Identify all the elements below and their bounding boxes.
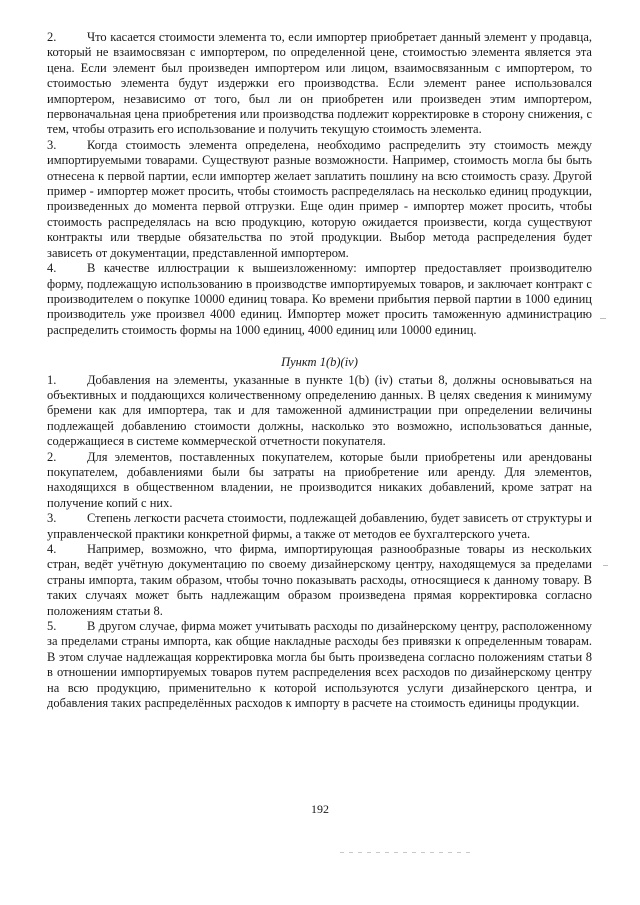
paragraph bbox=[47, 619, 592, 711]
paragraph-text: Степень легкости расчета стоимости, подлежащей добавлению, будет зависеть от структуры и управленческой практики конкретной фирмы, а также от методов ее бухгалтерского учета. bbox=[47, 511, 592, 541]
paragraph bbox=[47, 30, 592, 138]
paragraph-number: 2. bbox=[47, 449, 57, 464]
paragraph bbox=[47, 450, 592, 512]
paragraph-text: Добавления на элементы, указанные в пункте 1(b) (iv) статьи 8, должны основываться на объективных и поддающихся количественному определению данных. В целях сведения к минимуму бремени как для импортера, так и для таможенной администрации при определении величины подлежащей добавлению стоимости должны, насколько это возможно, использоваться данные, содержащиеся в системе коммерческой отчетности покупателя. bbox=[47, 372, 592, 449]
scan-artifact bbox=[600, 318, 606, 319]
document-page bbox=[47, 30, 592, 711]
scan-artifact bbox=[340, 852, 470, 853]
paragraph-number: 2. bbox=[47, 30, 57, 44]
section-paragraphs-second bbox=[47, 373, 592, 712]
paragraph bbox=[47, 511, 592, 542]
paragraph bbox=[47, 138, 592, 261]
paragraph-number: 1. bbox=[47, 372, 57, 387]
paragraph-number: 4. bbox=[47, 261, 57, 276]
paragraph bbox=[47, 373, 592, 450]
paragraph-text: Например, возможно, что фирма, импортирующая разнообразные товары из нескольких стран, ведёт учётную документацию по своему дизайнерскому центру, находящемуся за пределами страны импорта, таким образом, чтобы точно показывать расходы, относящиеся к данному товару. В таких случаях может быть надлежащим образом произведена прямая корректировка согласно положениям статьи 8. bbox=[47, 542, 592, 618]
paragraph bbox=[47, 542, 592, 619]
paragraph-text: В другом случае, фирма может учитывать расходы по дизайнерскому центру, расположенному за пределами страны импорта, как общие накладные расходы без привязки к определенным товарам. В этом случае надлежащая корректировка могла бы быть произведена согласно положениям статьи 8 в отношении импортируемых товаров путем распределения всех расходов по дизайнерскому центру на всю продукцию, применительно к которой используются услуги дизайнерского центра, и добавления таких распределённых расходов к импорту в расчете на стоимость единицы продукции. bbox=[47, 619, 592, 711]
paragraph-text: Для элементов, поставленных покупателем, которые были приобретены или арендованы покупателем, добавлениями были бы затраты на приобретение или аренду. Для элементов, находящихся в общественном владении, не производится никаких добавлений, кроме затрат на получение копий с них. bbox=[47, 449, 592, 510]
paragraph-text: В качестве иллюстрации к вышеизложенному: импортер предоставляет производителю форму, подлежащую использованию в производстве импортируемых товаров, и заключает контракт с производителем о покупке 10000 единиц товара. Ко времени прибытия первой партии в 1000 единиц производитель уже произвел 4000 единиц. Импортер может просить таможенную администрацию распределить стоимость формы на 1000 единиц, 4000 единиц или 10000 единиц. bbox=[47, 261, 592, 337]
paragraph-text: Когда стоимость элемента определена, необходимо распределить эту стоимость между импортируемыми товарами. Существуют разные возможности. Например, стоимость могла бы быть отнесена к первой партии, если импортер желает заплатить пошлину на всю стоимость сразу. Другой пример - импортер может просить, чтобы стоимость распределялась на несколько единиц продукции, произведенных до момента первой отгрузки. Еще один пример - импортер может просить, чтобы стоимость распределялась на всю продукцию, которую ожидается произвести, когда существуют контракты или твердые обязательства по этой продукции. Выбор метода распределения будет зависеть от документации, представленной импортером. bbox=[47, 137, 592, 260]
paragraph-number: 4. bbox=[47, 542, 57, 556]
paragraph-text: Что касается стоимости элемента то, если импортер приобретает данный элемент у продавца, который не взаимосвязан с импортером, по определенной цене, стоимостью элемента является эта цена. Если элемент был произведен импортером или лицом, взаимосвязанным с импортером, то стоимостью элемента будут издержки его производства. Если элемент ранее использовался импортером, независимо от того, был ли он приобретен или произведен этим импортером, первоначальная цена приобретения или производства подлежит корректировке в сторону снижения, с тем, чтобы отразить его использование и получить текущую стоимость элемента. bbox=[47, 30, 592, 137]
paragraph-number: 3. bbox=[47, 137, 57, 152]
section-heading: Пункт 1(b)(iv) bbox=[281, 355, 358, 370]
paragraph-number: 5. bbox=[47, 619, 57, 634]
paragraph-number: 3. bbox=[47, 511, 57, 526]
section-paragraphs bbox=[47, 30, 592, 338]
page-number: 192 bbox=[311, 802, 329, 816]
paragraph bbox=[47, 261, 592, 338]
scan-artifact bbox=[603, 565, 608, 566]
